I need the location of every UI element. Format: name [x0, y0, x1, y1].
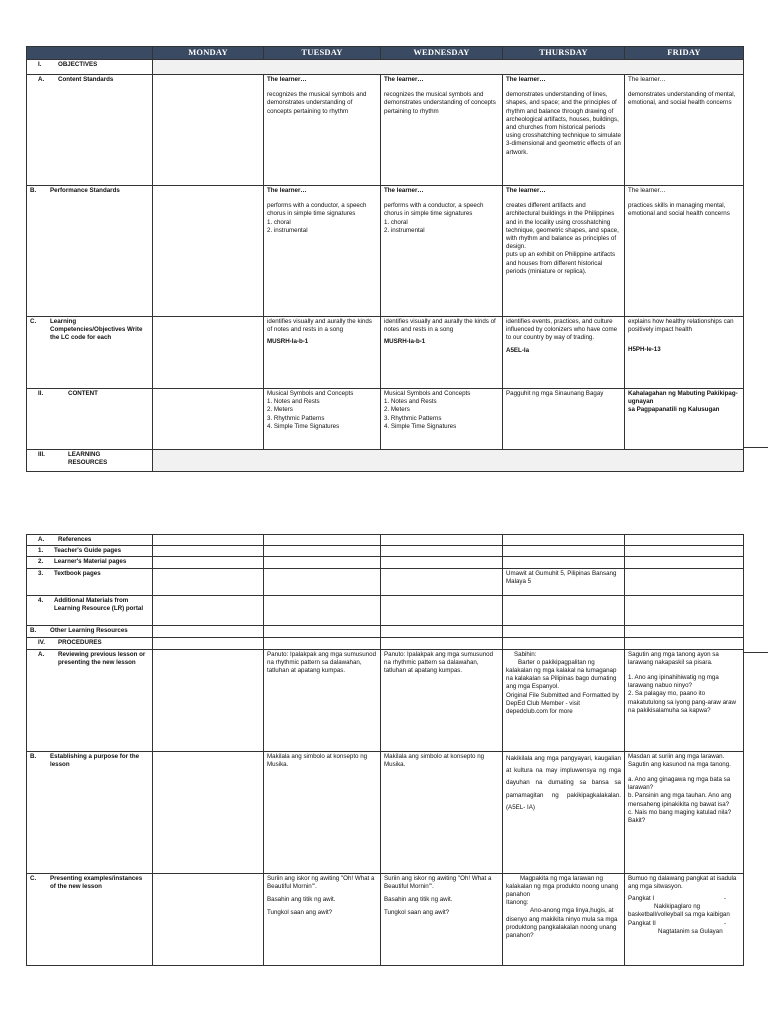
lesson-log-table-part1	[26, 46, 744, 472]
content-row	[27, 389, 744, 450]
content-standards-monday	[153, 75, 264, 186]
header-corner	[27, 47, 153, 60]
textbook-thursday: Umawit at Gumuhit 5, Pilipinas Bansang Malaya 5	[503, 568, 625, 595]
reviewing-monday	[153, 649, 264, 751]
purpose-label: B. Establishing a purpose for the lesson	[27, 751, 153, 873]
reviewing-friday: Sagutin ang mga tanong ayon sa larawang nakapaskil sa pisara. 1. Ano ang ipinahihiwatig ng mga larawang nabuo ninyo? 2. Sa palagay mo, paano ito makatutulong sa iyong pang-araw araw na pakikisalamuha sa kapwa?	[625, 649, 744, 751]
content-monday	[153, 389, 264, 450]
reviewing-tuesday: Panuto: Ipalakpak ang mga sumusunod na rhythmic pattern sa dalawahan, tatluhan at apatang kumpas.	[264, 649, 381, 751]
performance-standards-monday	[153, 186, 264, 317]
reviewing-wednesday: Panuto: Ipalakpak ang mga sumusunod na rhythmic pattern sa dalawahan, tatluhan at apatang kumpas.	[381, 649, 503, 751]
performance-standards-tuesday: The learner… performs with a conductor, a speech chorus in simple time signatures 1. choral 2. instrumental	[264, 186, 381, 317]
content-wednesday: Musical Symbols and Concepts 1. Notes and Rests 2. Meters 3. Rhythmic Patterns 4. Simple Time Signatures	[381, 389, 503, 450]
reviewing-thursday: Sabihin: Barter o pakikipagpalitan ng kalakalan ng mga kalakal na lumaganap na kalakalan sa Pilipinas bago dumating ang mga Espanyol. Original File Submitted and Formatted by DepEd Club Member - visit depedclub.com for more	[503, 649, 625, 751]
header-monday: MONDAY	[153, 47, 264, 60]
purpose-thursday: Nakikilala ang mga pangyayari, kaugalian at kultura na may impluwensya ng mga dayuhan na dumating sa bansa sa pamamagitan ng pakikipagkalakalan. (A5EL- IA)	[503, 751, 625, 873]
performance-standards-friday: The learner… practices skills in managing mental, emotional and social health concerns	[625, 186, 744, 317]
textbook-row	[27, 568, 744, 595]
performance-standards-label: B. Performance Standards	[27, 186, 153, 317]
content-friday: Kahalagahan ng Mabuting Pakikipag-ugnayan sa Pagpapanatili ng Kalusugan	[625, 389, 744, 450]
purpose-tuesday: Makilala ang simbolo at konsepto ng Musika.	[264, 751, 381, 873]
table2-extension-line	[743, 652, 768, 653]
content-standards-tuesday: The learner… recognizes the musical symbols and demonstrates understanding of concepts pertaining to rhythm	[264, 75, 381, 186]
competencies-wednesday: identifies visually and aurally the kinds of notes and rests in a song MUSRH-Ia-b-1	[381, 317, 503, 389]
presenting-thursday: Magpakita ng mga larawan ng kalakalan ng mga produkto noong unang panahon Itanong: Ano-anong mga linya,hugis, at disenyo ang makikita ninyo mula sa mga produktong pangkalakalan noong unang panahon?	[503, 873, 625, 965]
competencies-row	[27, 317, 744, 389]
content-standards-friday: The learner… demonstrates understanding of mental, emotional, and social health concerns	[625, 75, 744, 186]
presenting-wednesday: Suriin ang iskor ng awiting "Oh! What a Beautiful Mornin'". Basahin ang titik ng awit. Tungkol saan ang awit?	[381, 873, 503, 965]
presenting-tuesday: Suriin ang iskor ng awiting "Oh! What a Beautiful Mornin'". Basahin ang titik ng awit. Tungkol saan ang awit?	[264, 873, 381, 965]
purpose-monday	[153, 751, 264, 873]
references-row	[27, 535, 744, 546]
performance-standards-row	[27, 186, 744, 317]
content-standards-row	[27, 75, 744, 186]
other-resources-row	[27, 625, 744, 637]
content-standards-label: A. Content Standards	[27, 75, 153, 186]
table1-extension-line	[743, 447, 768, 448]
presenting-monday	[153, 873, 264, 965]
procedures-label: IV. PROCEDURES	[27, 637, 153, 649]
header-tuesday: TUESDAY	[264, 47, 381, 60]
presenting-friday: Bumuo ng dalawang pangkat at isadula ang mga sitwasyon. Pangkat I - Nakikipaglaro ng basketball/volleyball sa mga kaibigan Pangkat II - Nagtatanim sa Gulayan	[625, 873, 744, 965]
textbook-label: 3. Textbook pages	[27, 568, 153, 595]
competencies-label: C. Learning Competencies/Objectives Write the LC code for each	[27, 317, 153, 389]
competencies-monday	[153, 317, 264, 389]
teachers-guide-row	[27, 546, 744, 557]
competencies-friday: explains how healthy relationships can positively impact health H5PH-Ie-13	[625, 317, 744, 389]
header-thursday: THURSDAY	[503, 47, 625, 60]
objectives-span	[153, 60, 744, 75]
competencies-tuesday: identifies visually and aurally the kinds of notes and rests in a song MUSRH-Ia-b-1	[264, 317, 381, 389]
presenting-row	[27, 873, 744, 965]
header-wednesday: WEDNESDAY	[381, 47, 503, 60]
procedures-row	[27, 637, 744, 649]
other-resources-label: B. Other Learning Resources	[27, 625, 153, 637]
resources-span	[153, 450, 744, 472]
teachers-guide-label: 1. Teacher's Guide pages	[27, 546, 153, 557]
resources-row	[27, 450, 744, 472]
additional-materials-row	[27, 595, 744, 625]
competencies-thursday: identifies events, practices, and culture influenced by colonizers who have come to our country by way of trading. A5EL-Ia	[503, 317, 625, 389]
learners-material-label: 2. Learner's Material pages	[27, 557, 153, 568]
objectives-label: I. OBJECTIVES	[27, 60, 153, 75]
content-label: II. CONTENT	[27, 389, 153, 450]
references-label: A. References	[27, 535, 153, 546]
reviewing-row	[27, 649, 744, 751]
purpose-wednesday: Makilala ang simbolo at konsepto ng Musika.	[381, 751, 503, 873]
header-row	[27, 47, 744, 60]
learners-material-row	[27, 557, 744, 568]
content-standards-wednesday: The learner… recognizes the musical symbols and demonstrates understanding of concepts pertaining to rhythm	[381, 75, 503, 186]
objectives-row	[27, 60, 744, 75]
reviewing-label: A. Reviewing previous lesson or presenting the new lesson	[27, 649, 153, 751]
lesson-log-table-part2	[26, 534, 744, 966]
performance-standards-thursday: The learner… creates different artifacts and architectural buildings in the Philippines and in the locality using crosshatching technique, geometric shapes, and space, with rhythm and balance as principles of design. puts up an exhibit on Philippine artifacts and houses from different historical periods (miniature or replica).	[503, 186, 625, 317]
content-standards-thursday: The learner… demonstrates understanding of lines, shapes, and space; and the principles of rhythm and balance through drawing of archeological artifacts, houses, buildings, and churches from historical periods using crosshatching technique to simulate 3-dimensional and geometric effects of an artwork.	[503, 75, 625, 186]
content-tuesday: Musical Symbols and Concepts 1. Notes and Rests 2. Meters 3. Rhythmic Patterns 4. Simple Time Signatures	[264, 389, 381, 450]
presenting-label: C. Presenting examples/instances of the new lesson	[27, 873, 153, 965]
purpose-row	[27, 751, 744, 873]
performance-standards-wednesday: The learner… performs with a conductor, a speech chorus in simple time signatures 1. choral 2. instrumental	[381, 186, 503, 317]
purpose-friday: Masdan at suriin ang mga larawan. Sagutin ang kasunod na mga tanong. a. Ano ang ginagawa ng mga bata sa larawan? b. Pansinin ang mga tauhan. Ano ang mensaheng ipinakikita ng bawat isa? c. Nais mo bang maging katulad nila? Bakit?	[625, 751, 744, 873]
additional-materials-label: 4. Additional Materials from Learning Resource (LR) portal	[27, 595, 153, 625]
header-friday: FRIDAY	[625, 47, 744, 60]
resources-label: III. LEARNING RESOURCES	[27, 450, 153, 472]
content-thursday: Pagguhit ng mga Sinaunang Bagay	[503, 389, 625, 450]
